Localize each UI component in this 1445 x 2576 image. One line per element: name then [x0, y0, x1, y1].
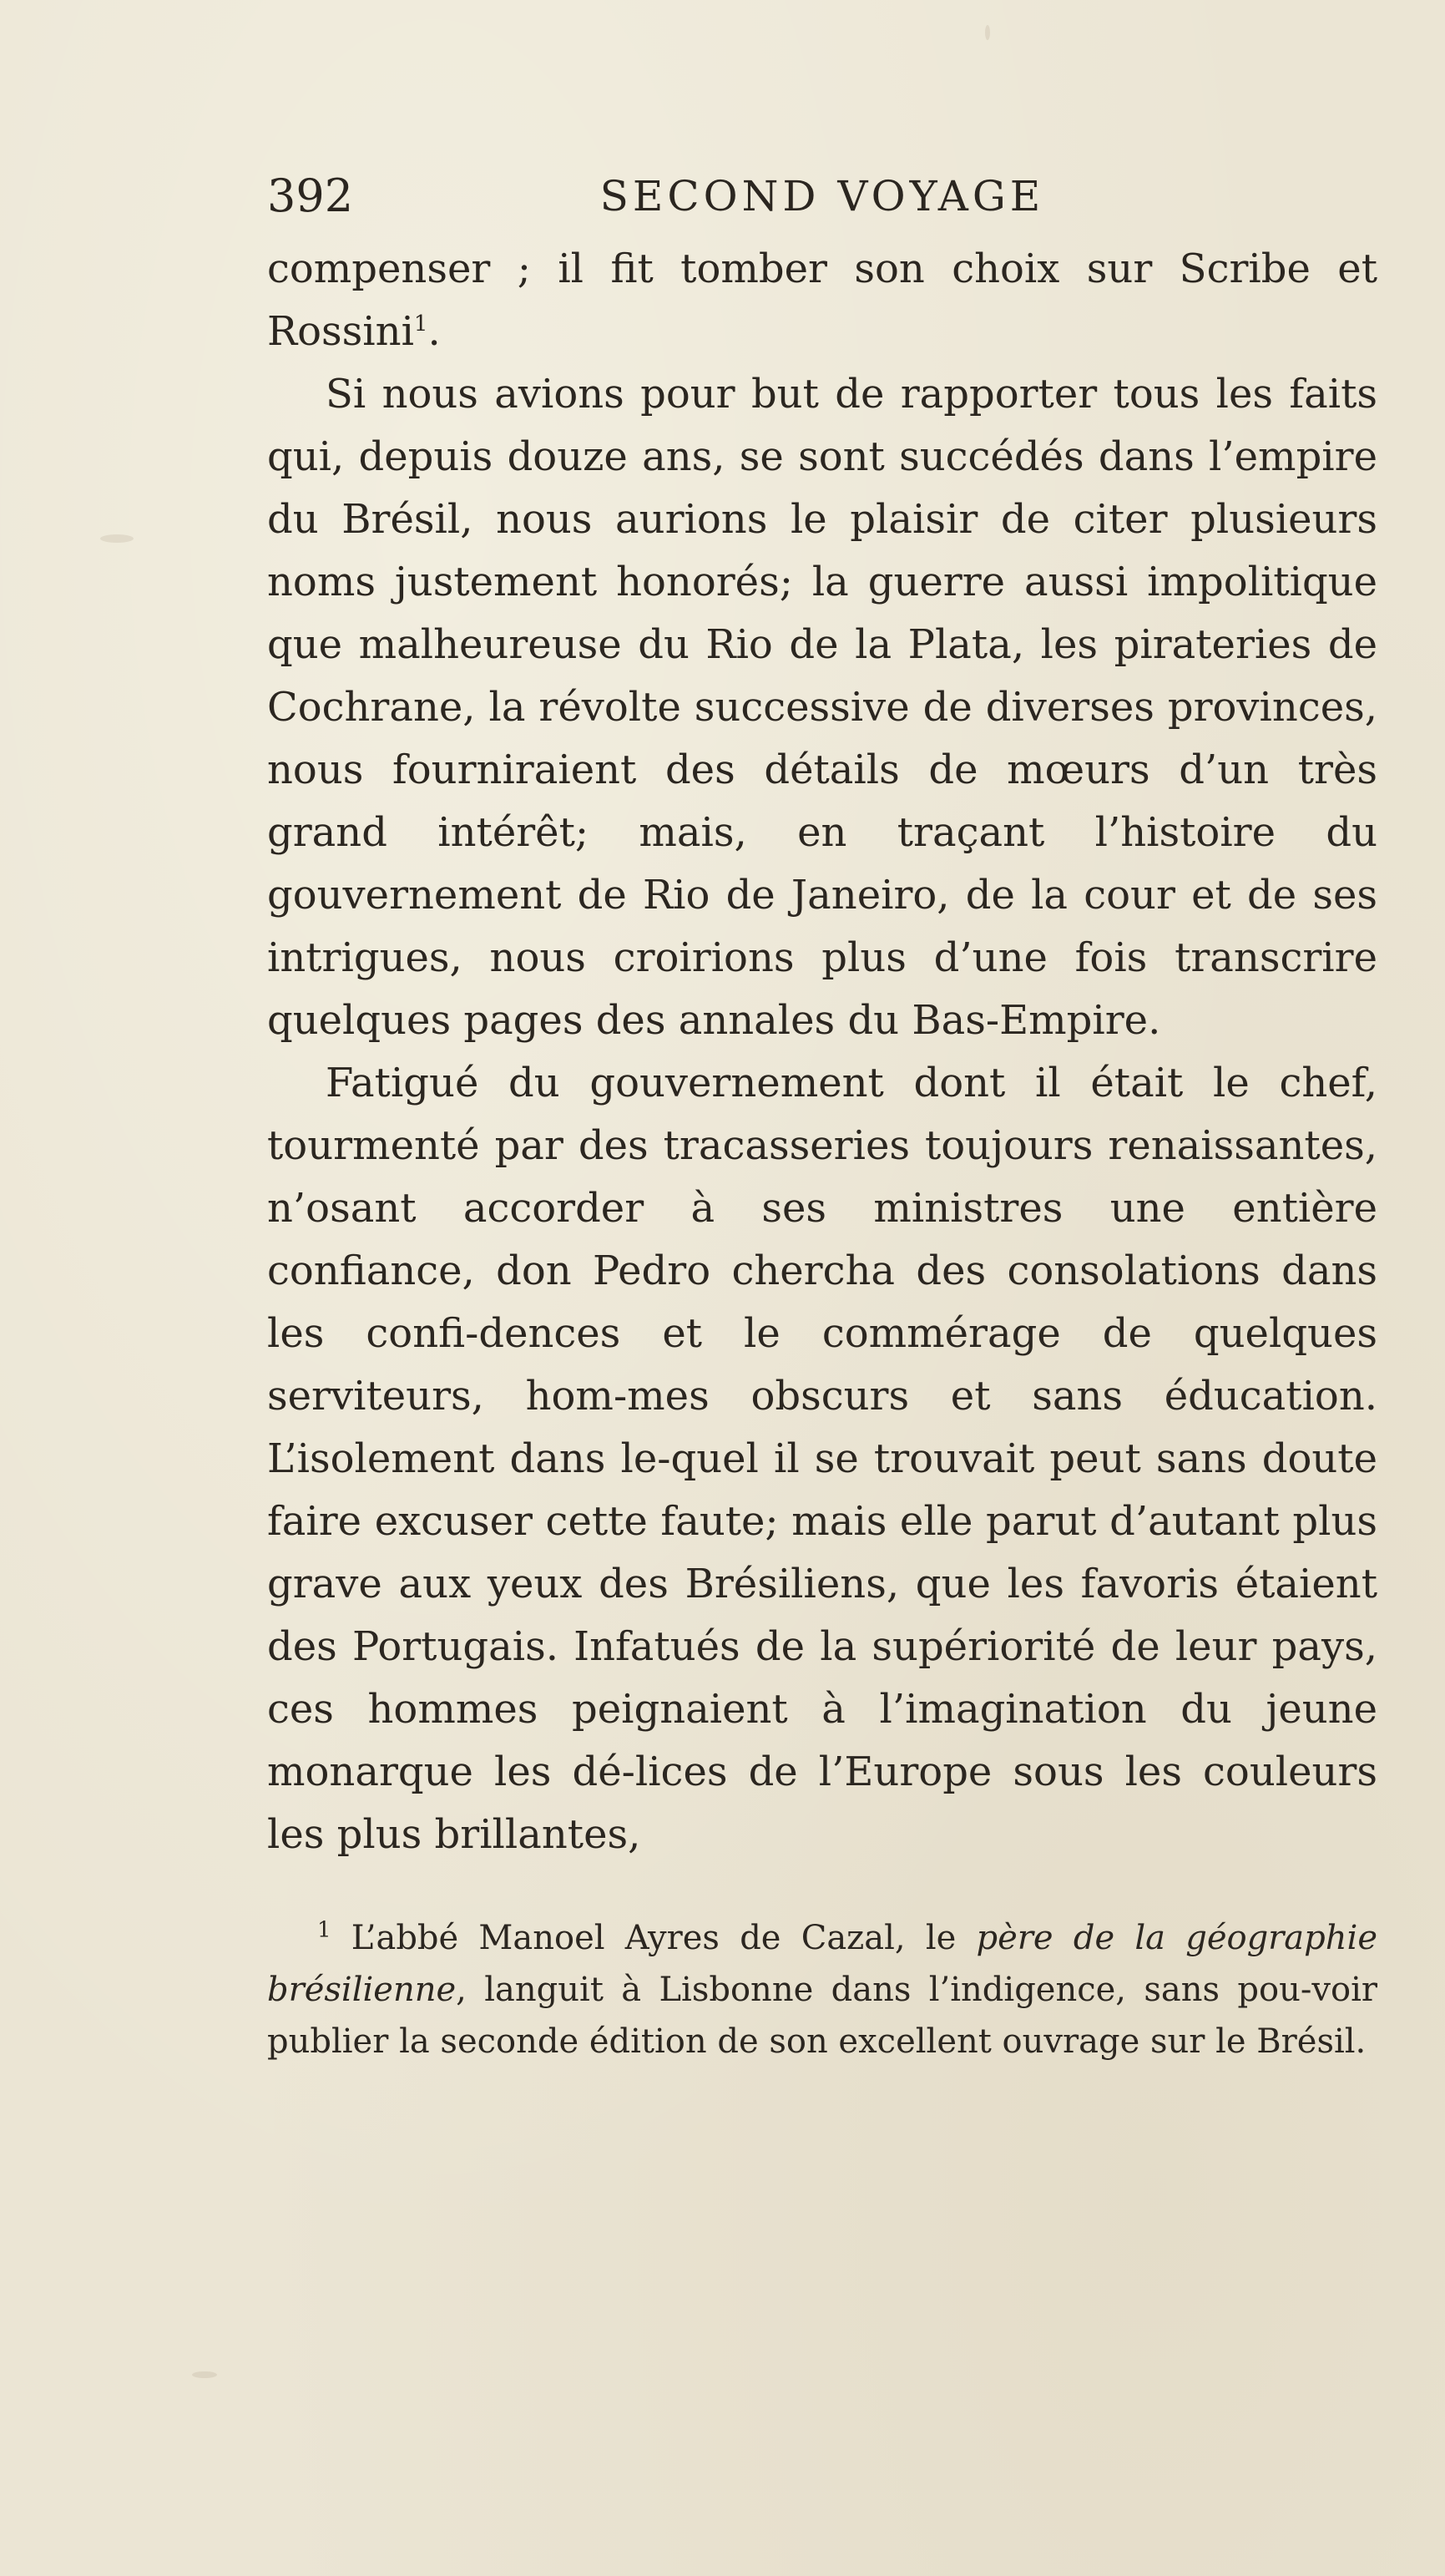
footnote-italic-text: père de la géographie brésilienne — [267, 1919, 1377, 2009]
footnote-reference: 1 — [413, 311, 428, 337]
paper-stain — [192, 2371, 217, 2378]
paragraph-continuation — [267, 238, 1377, 363]
footnote — [267, 1912, 1377, 2067]
paragraph-end: . — [427, 308, 441, 355]
page-number: 392 — [267, 170, 354, 222]
footnotes — [267, 1912, 1377, 2067]
footnote-marker: 1 — [317, 1917, 331, 1943]
paragraph-text: compenser ; il fit tomber son choix sur Scribe et Rossini — [267, 245, 1377, 355]
paper-stain — [100, 534, 134, 543]
paper-stain — [985, 25, 990, 40]
body-text — [267, 238, 1377, 1866]
page-header — [267, 163, 1377, 230]
paragraph: Fatigué du gouvernement dont il était le chef, tourmenté par des tracasseries toujours renaissantes, n’osant accorder à ses ministres une entière confiance, don Pedro chercha des consolations dans les confi-dences et le commérage de quelques serviteurs, hom-mes obscurs et sans éducation. L’isolement dans le-quel il se trouvait peut sans doute faire excuser cette faute; mais elle parut d’autant plus grave aux yeux des Brésiliens, que les favoris étaient des Portugais. Infatués de la supériorité de leur pays, ces hommes peignaient à l’imagination du jeune monarque les dé-lices de l’Europe sous les couleurs les plus brillantes, — [267, 1060, 1377, 1858]
paragraph: Si nous avions pour but de rapporter tous les faits qui, depuis douze ans, se sont succédés dans l’empire du Brésil, nous aurions le plaisir de citer plusieurs noms justement honorés; la guerre aussi impolitique que malheureuse du Rio de la Plata, les pirateries de Cochrane, la révolte successive de diverses provinces, nous fourniraient des détails de mœurs d’un très grand intérêt; mais, en traçant l’histoire du gouvernement de Rio de Janeiro, de la cour et de ses intrigues, nous croirions plus d’une fois transcrire quelques pages des annales du Bas-Empire. — [267, 371, 1377, 1044]
footnote-text: L’abbé Manoel Ayres de Cazal, le — [351, 1919, 977, 1957]
running-head: SECOND VOYAGE — [599, 172, 1045, 220]
footnote-text: , languit à Lisbonne dans l’indigence, sans pou-voir publier la seconde édition de son excellent ouvrage sur le Brésil. — [267, 1971, 1377, 2061]
